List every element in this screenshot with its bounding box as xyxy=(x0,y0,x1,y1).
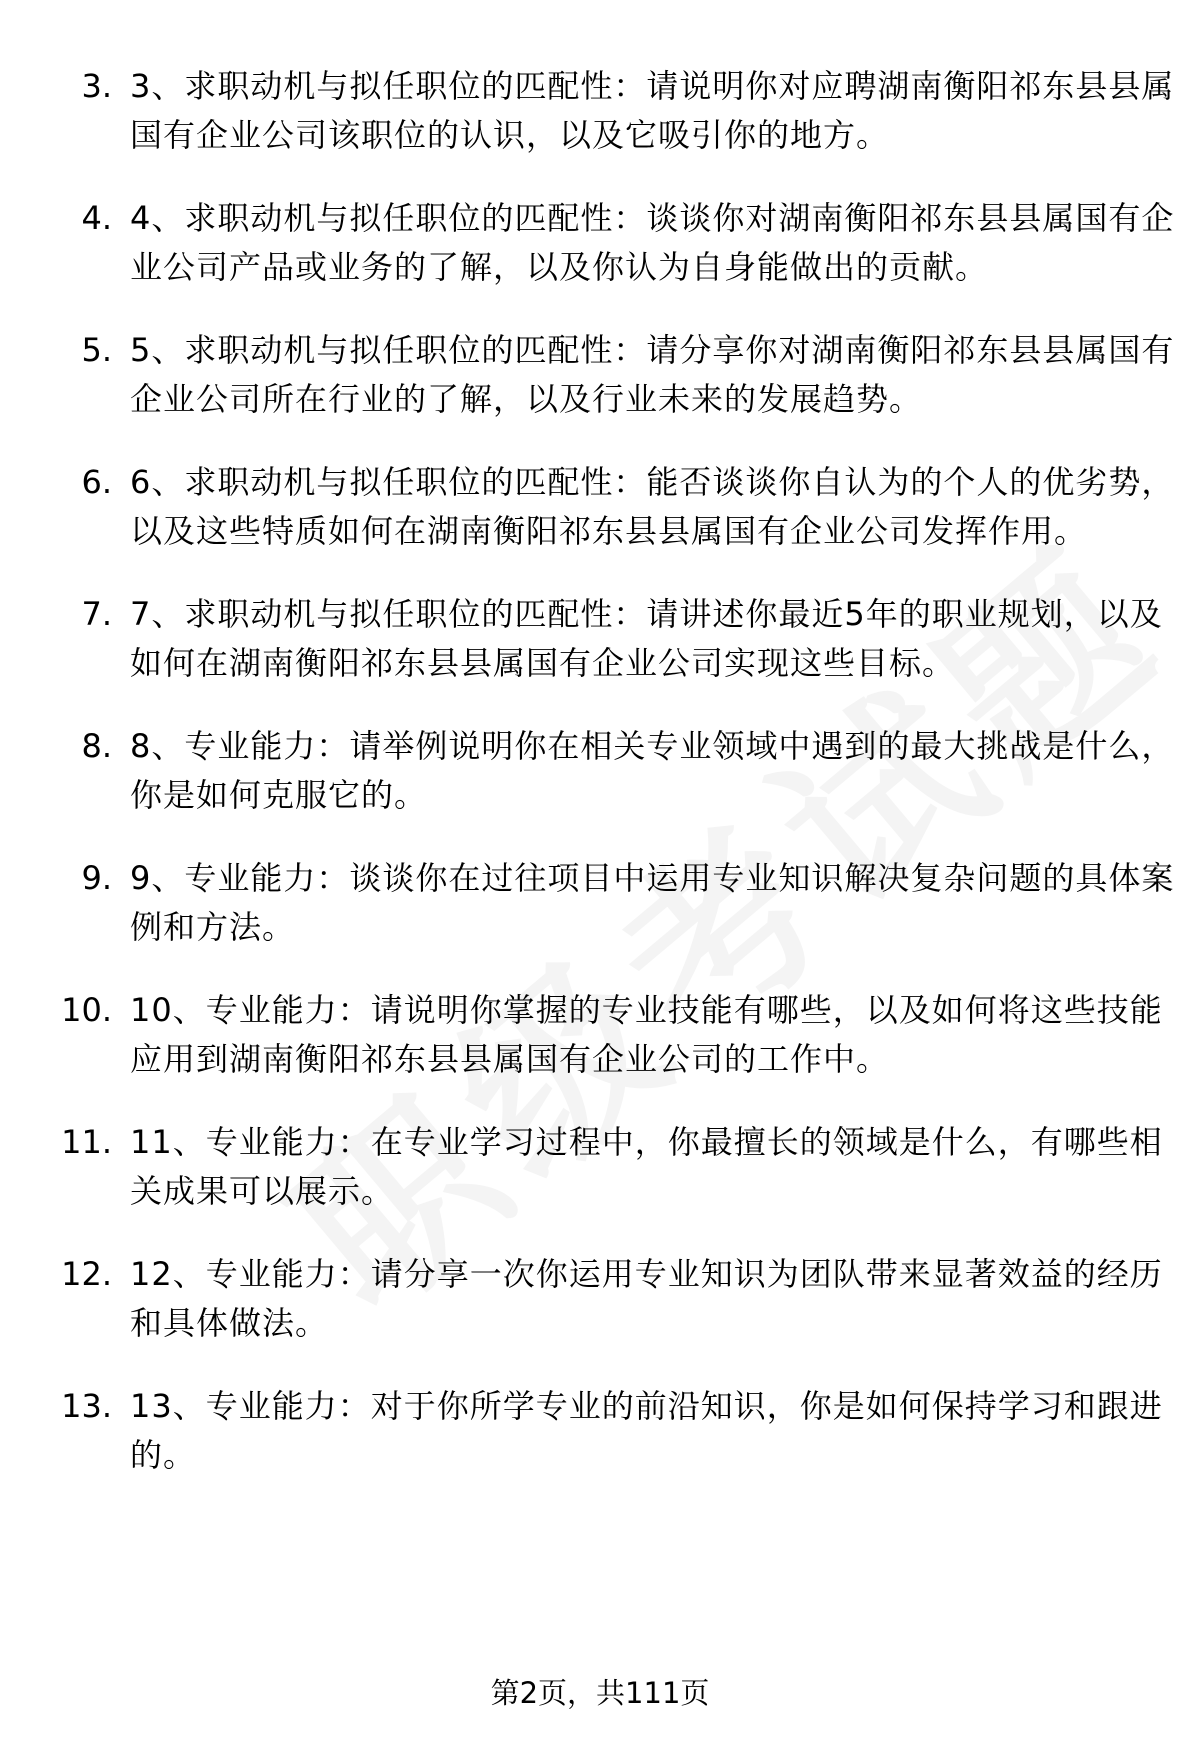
page-number-footer: 第2页，共111页 xyxy=(490,1676,710,1710)
question-text: 13、专业能力：对于你所学专业的前沿知识，你是如何保持学习和跟进的。 xyxy=(130,1387,1163,1474)
question-number: 5. xyxy=(81,331,112,369)
question-text: 4、求职动机与拟任职位的匹配性：谈谈你对湖南衡阳祁东县县属国有企业公司产品或业务的了解，以及你认为自身能做出的贡献。 xyxy=(130,199,1175,286)
question-text: 12、专业能力：请分享一次你运用专业知识为团队带来显著效益的经历和具体做法。 xyxy=(130,1255,1163,1342)
question-item xyxy=(0,458,1200,556)
question-item xyxy=(0,722,1200,820)
question-text: 3、求职动机与拟任职位的匹配性：请说明你对应聘湖南衡阳祁东县县属国有企业公司该职位的认识，以及它吸引你的地方。 xyxy=(130,67,1175,154)
question-list xyxy=(0,62,1200,1514)
question-item xyxy=(0,194,1200,292)
question-item xyxy=(0,1118,1200,1216)
question-text: 9、专业能力：谈谈你在过往项目中运用专业知识解决复杂问题的具体案例和方法。 xyxy=(130,859,1175,946)
question-item xyxy=(0,1382,1200,1480)
question-number: 9. xyxy=(81,859,112,897)
question-item xyxy=(0,1250,1200,1348)
question-text: 10、专业能力：请说明你掌握的专业技能有哪些，以及如何将这些技能应用到湖南衡阳祁东县县属国有企业公司的工作中。 xyxy=(130,991,1163,1078)
question-number: 12. xyxy=(61,1255,112,1293)
question-item xyxy=(0,326,1200,424)
question-text: 8、专业能力：请举例说明你在相关专业领域中遇到的最大挑战是什么，你是如何克服它的。 xyxy=(130,727,1175,814)
question-number: 8. xyxy=(81,727,112,765)
question-text: 5、求职动机与拟任职位的匹配性：请分享你对湖南衡阳祁东县县属国有企业公司所在行业的了解，以及行业未来的发展趋势。 xyxy=(130,331,1175,418)
question-number: 6. xyxy=(81,463,112,501)
question-number: 10. xyxy=(61,991,112,1029)
question-text: 11、专业能力：在专业学习过程中，你最擅长的领域是什么，有哪些相关成果可以展示。 xyxy=(130,1123,1163,1210)
question-number: 4. xyxy=(81,199,112,237)
question-text: 7、求职动机与拟任职位的匹配性：请讲述你最近5年的职业规划，以及如何在湖南衡阳祁东县县属国有企业公司实现这些目标。 xyxy=(130,595,1163,682)
question-number: 3. xyxy=(81,67,112,105)
question-number: 7. xyxy=(81,595,112,633)
question-number: 13. xyxy=(61,1387,112,1425)
question-text: 6、求职动机与拟任职位的匹配性：能否谈谈你自认为的个人的优劣势，以及这些特质如何在湖南衡阳祁东县县属国有企业公司发挥作用。 xyxy=(130,463,1175,550)
question-item xyxy=(0,590,1200,688)
question-item xyxy=(0,62,1200,160)
question-item xyxy=(0,854,1200,952)
question-item xyxy=(0,986,1200,1084)
question-number: 11. xyxy=(61,1123,112,1161)
